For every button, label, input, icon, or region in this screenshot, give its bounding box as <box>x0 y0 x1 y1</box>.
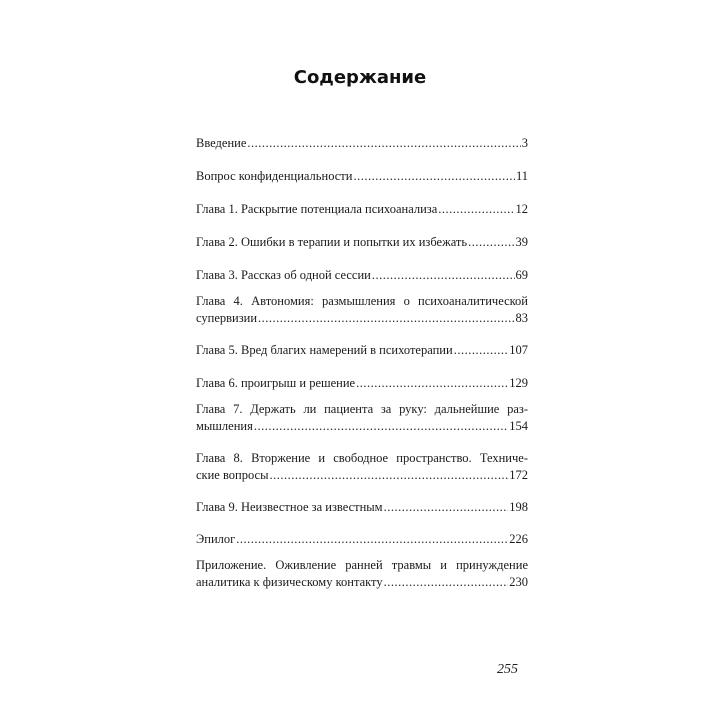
leader-dots <box>384 499 509 516</box>
leader-dots <box>372 267 515 284</box>
toc-entry <box>196 499 528 516</box>
toc-entry-page: 129 <box>509 376 528 390</box>
toc-entry-title: Введение <box>196 136 247 150</box>
toc-entry-title-cont: аналитика к физическому контакту <box>196 575 383 589</box>
leader-dots <box>258 310 514 327</box>
leader-dots <box>356 375 508 392</box>
toc-entry-page: 172 <box>509 468 528 482</box>
leader-dots <box>468 234 514 251</box>
leader-dots <box>454 342 509 359</box>
toc-entry-title: Глава 8. Вторжение и свободное пространство. Техниче- <box>196 451 528 465</box>
toc-entry-title-cont: ские вопросы <box>196 468 269 482</box>
toc-entry-title: Глава 3. Рассказ об одной сессии <box>196 268 371 282</box>
leader-dots <box>247 135 520 152</box>
toc-entry <box>196 401 528 435</box>
toc-entry-page: 226 <box>509 532 528 546</box>
toc-entry-page: 3 <box>521 136 528 150</box>
page-number: 255 <box>497 662 518 677</box>
leader-dots <box>236 531 508 548</box>
toc-entry <box>196 135 528 152</box>
toc-entry-page: 154 <box>509 419 528 433</box>
toc-entry-title: Глава 6. проигрыш и решение <box>196 376 356 390</box>
toc-entry-title: Глава 4. Автономия: размышления о психоаналитической <box>196 294 528 308</box>
toc-entry <box>196 201 528 218</box>
toc-entry-title: Глава 5. Вред благих намерений в психотерапии <box>196 343 453 357</box>
toc-entry-title: Эпилог <box>196 532 236 546</box>
toc-entry-title: Глава 1. Раскрытие потенциала психоанализа <box>196 202 438 216</box>
toc-entry <box>196 168 528 185</box>
toc-entry <box>196 293 528 327</box>
toc-entry-title: Вопрос конфиденциальности <box>196 169 353 183</box>
toc-entry-title: Глава 7. Держать ли пациента за руку: дальнейшие раз- <box>196 402 528 416</box>
toc-entry-page: 107 <box>509 343 528 357</box>
toc-entry-title: Глава 2. Ошибки в терапии и попытки их избежать <box>196 235 468 249</box>
toc-entry-title: Приложение. Оживление ранней травмы и принуждение <box>196 558 528 572</box>
toc-entry <box>196 375 528 392</box>
toc-entry-title-cont: супервизии <box>196 311 258 325</box>
toc-entry <box>196 234 528 251</box>
toc-entry <box>196 450 528 484</box>
leader-dots <box>438 201 514 218</box>
toc-entry-page: 83 <box>515 311 528 325</box>
toc-entry <box>196 342 528 359</box>
toc-entry-page: 69 <box>515 268 528 282</box>
toc-entry-page: 11 <box>515 169 528 183</box>
toc-entry-page: 39 <box>515 235 528 249</box>
toc-entry-title: Глава 9. Неизвестное за известным <box>196 500 383 514</box>
leader-dots <box>254 418 508 435</box>
toc-entry <box>196 531 528 548</box>
toc-entry-page: 230 <box>509 575 528 589</box>
toc-entry-title-cont: мышления <box>196 419 253 433</box>
toc-entry <box>196 267 528 284</box>
toc-entry-page: 198 <box>509 500 528 514</box>
leader-dots <box>353 168 515 185</box>
toc-entry <box>196 557 528 591</box>
page-title: Содержание <box>293 67 427 88</box>
leader-dots <box>384 574 509 591</box>
toc-entry-page: 12 <box>515 202 528 216</box>
leader-dots <box>270 467 509 484</box>
